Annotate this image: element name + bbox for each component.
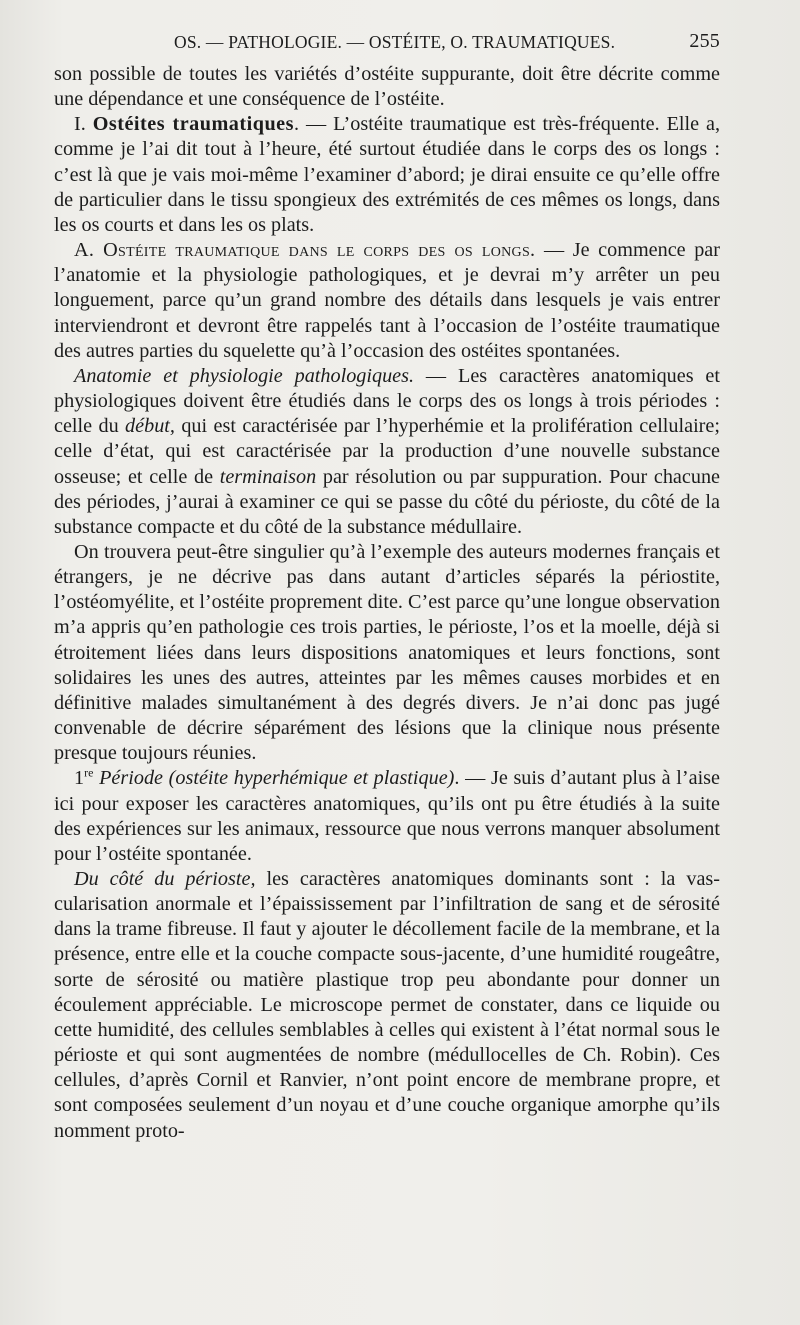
page-header xyxy=(54,30,720,56)
paragraph-3-text-b: qui est caractérisée par l’hyperhémie et la prolifération cellulaire; celle d’état, qui est caractérisée par la production d’une nouvelle substance osseuse; et celle de xyxy=(54,415,720,488)
paragraph-3-text-c: par résolution ou par suppuration. Pour chacune des périodes, j’aurai à examiner ce qui se passe du côté du périoste, du côté de la substance compacte et du côté de la substance médullaire. xyxy=(54,465,721,538)
paragraph-3-text-a: — Les caractères anatomiques et physiologiques doivent être étudiés dans le corps des os longs à trois périodes : celle du xyxy=(54,364,721,438)
italic-term-terminaison: terminaison xyxy=(219,465,317,488)
paragraph-6 xyxy=(54,867,720,1144)
subsection-heading: A. Ostéite traumatique dans le corps des os longs. xyxy=(74,239,536,262)
section-heading: Ostéites traumatiques xyxy=(92,113,295,136)
body-text xyxy=(54,62,720,1144)
paragraph-3 xyxy=(54,364,720,540)
italic-heading-perioste: Du côté du périoste, xyxy=(74,868,256,890)
italic-term-debut: début, xyxy=(125,415,175,438)
section-number: I. xyxy=(74,113,93,136)
page-number: 255 xyxy=(689,30,720,52)
period-heading: Période (ostéite hyperhémique et plastique) xyxy=(93,767,455,790)
period-number: 1 xyxy=(74,767,85,790)
paragraph-1 xyxy=(54,112,720,238)
italic-heading: Anatomie et physiologie pathologiques. xyxy=(74,364,415,387)
paragraph-2 xyxy=(54,238,720,364)
paragraph-5-text: . — Je suis d’autant plus à l’aise ici pour exposer les caractères anatomiques, qu’ils ont pu être étudiés à la suite des expériences sur les animaux, ressource que nous verrons manquer absolument pour l’ostéite spontanée. xyxy=(54,767,721,865)
running-title: OS. — PATHOLOGIE. — OSTÉITE, O. TRAUMATIQUES. xyxy=(174,32,616,52)
paragraph-4: On trouvera peut-être singulier qu’à l’exemple des auteurs modernes français et étrangers, je ne décrive pas dans autant d’articles séparés la périostite, l’ostéomyélite, et l’ostéite proprement dite. C’est parce qu’une longue observation m’a appris qu’en pathologie ces trois parties, le périoste, l’os et la moelle, déjà si étroitement liées dans leurs dispositions anatomiques et leurs fonctions, sont solidaires les unes des autres, atteintes par les mêmes causes morbides et en définitive malades simultanément à des degrés divers. Je n’ai donc pas jugé convenable de décrire séparément des lésions que la clinique nous présente presque toujours réunies. xyxy=(54,540,720,765)
paragraph-0: son possible de toutes les variétés d’ostéite suppurante, doit être décrite comme une dépendance et une conséquence de l’ostéite. xyxy=(54,63,720,111)
paragraph-5 xyxy=(54,766,720,867)
period-ordinal: re xyxy=(84,765,94,780)
paragraph-6-text: les caractères anatomiques dominants sont : la vascularisation anormale et l’épaississement par l’infiltration de sang et de sérosité dans la trame fibreuse. Il faut y ajouter le décollement facile de la membrane, et la présence, entre elle et la couche compacte sous-jacente, d’une humidité rougeâtre, sorte de sérosité ou matière plastique trop peu abondante pour donner un écoulement appréciable. Le microscope permet de constater, dans ce liquide ou cette humidité, des cellules semblables à celles qui existent à l’état normal sous le périoste et qui sont augmentées de nombre (médullocelles de Ch. Robin). Ces cellules, d’après Cornil et Ranvier, n’ont point encore de membrane propre, et sont composées seulement d’un noyau et d’une couche organique amorphe qu’ils nomment proto- xyxy=(54,868,720,1142)
paragraph-2-text: — Je commence par l’anatomie et la physiologie pathologiques, et je devrai m’y arrêter un peu longuement, parce qu’un grand nombre des détails dans lesquels je vais entrer interviendront et devront être rappelés tant à l’occasion de l’ostéite traumatique des autres parties du squelette qu’à l’occasion des ostéites spontanées. xyxy=(54,239,720,362)
paragraph-1-text: . — L’ostéite traumatique est très-fréquente. Elle a, comme je l’ai dit tout à l’heure, été surtout étudiée dans le corps des os longs : c’est là que je vais moi-même l’examiner d’abord; je dirai ensuite ce qu’elle offre de particulier dans le tissu spongieux des extrémités de ces mêmes os longs, dans les os courts et dans les os plats. xyxy=(54,113,721,236)
